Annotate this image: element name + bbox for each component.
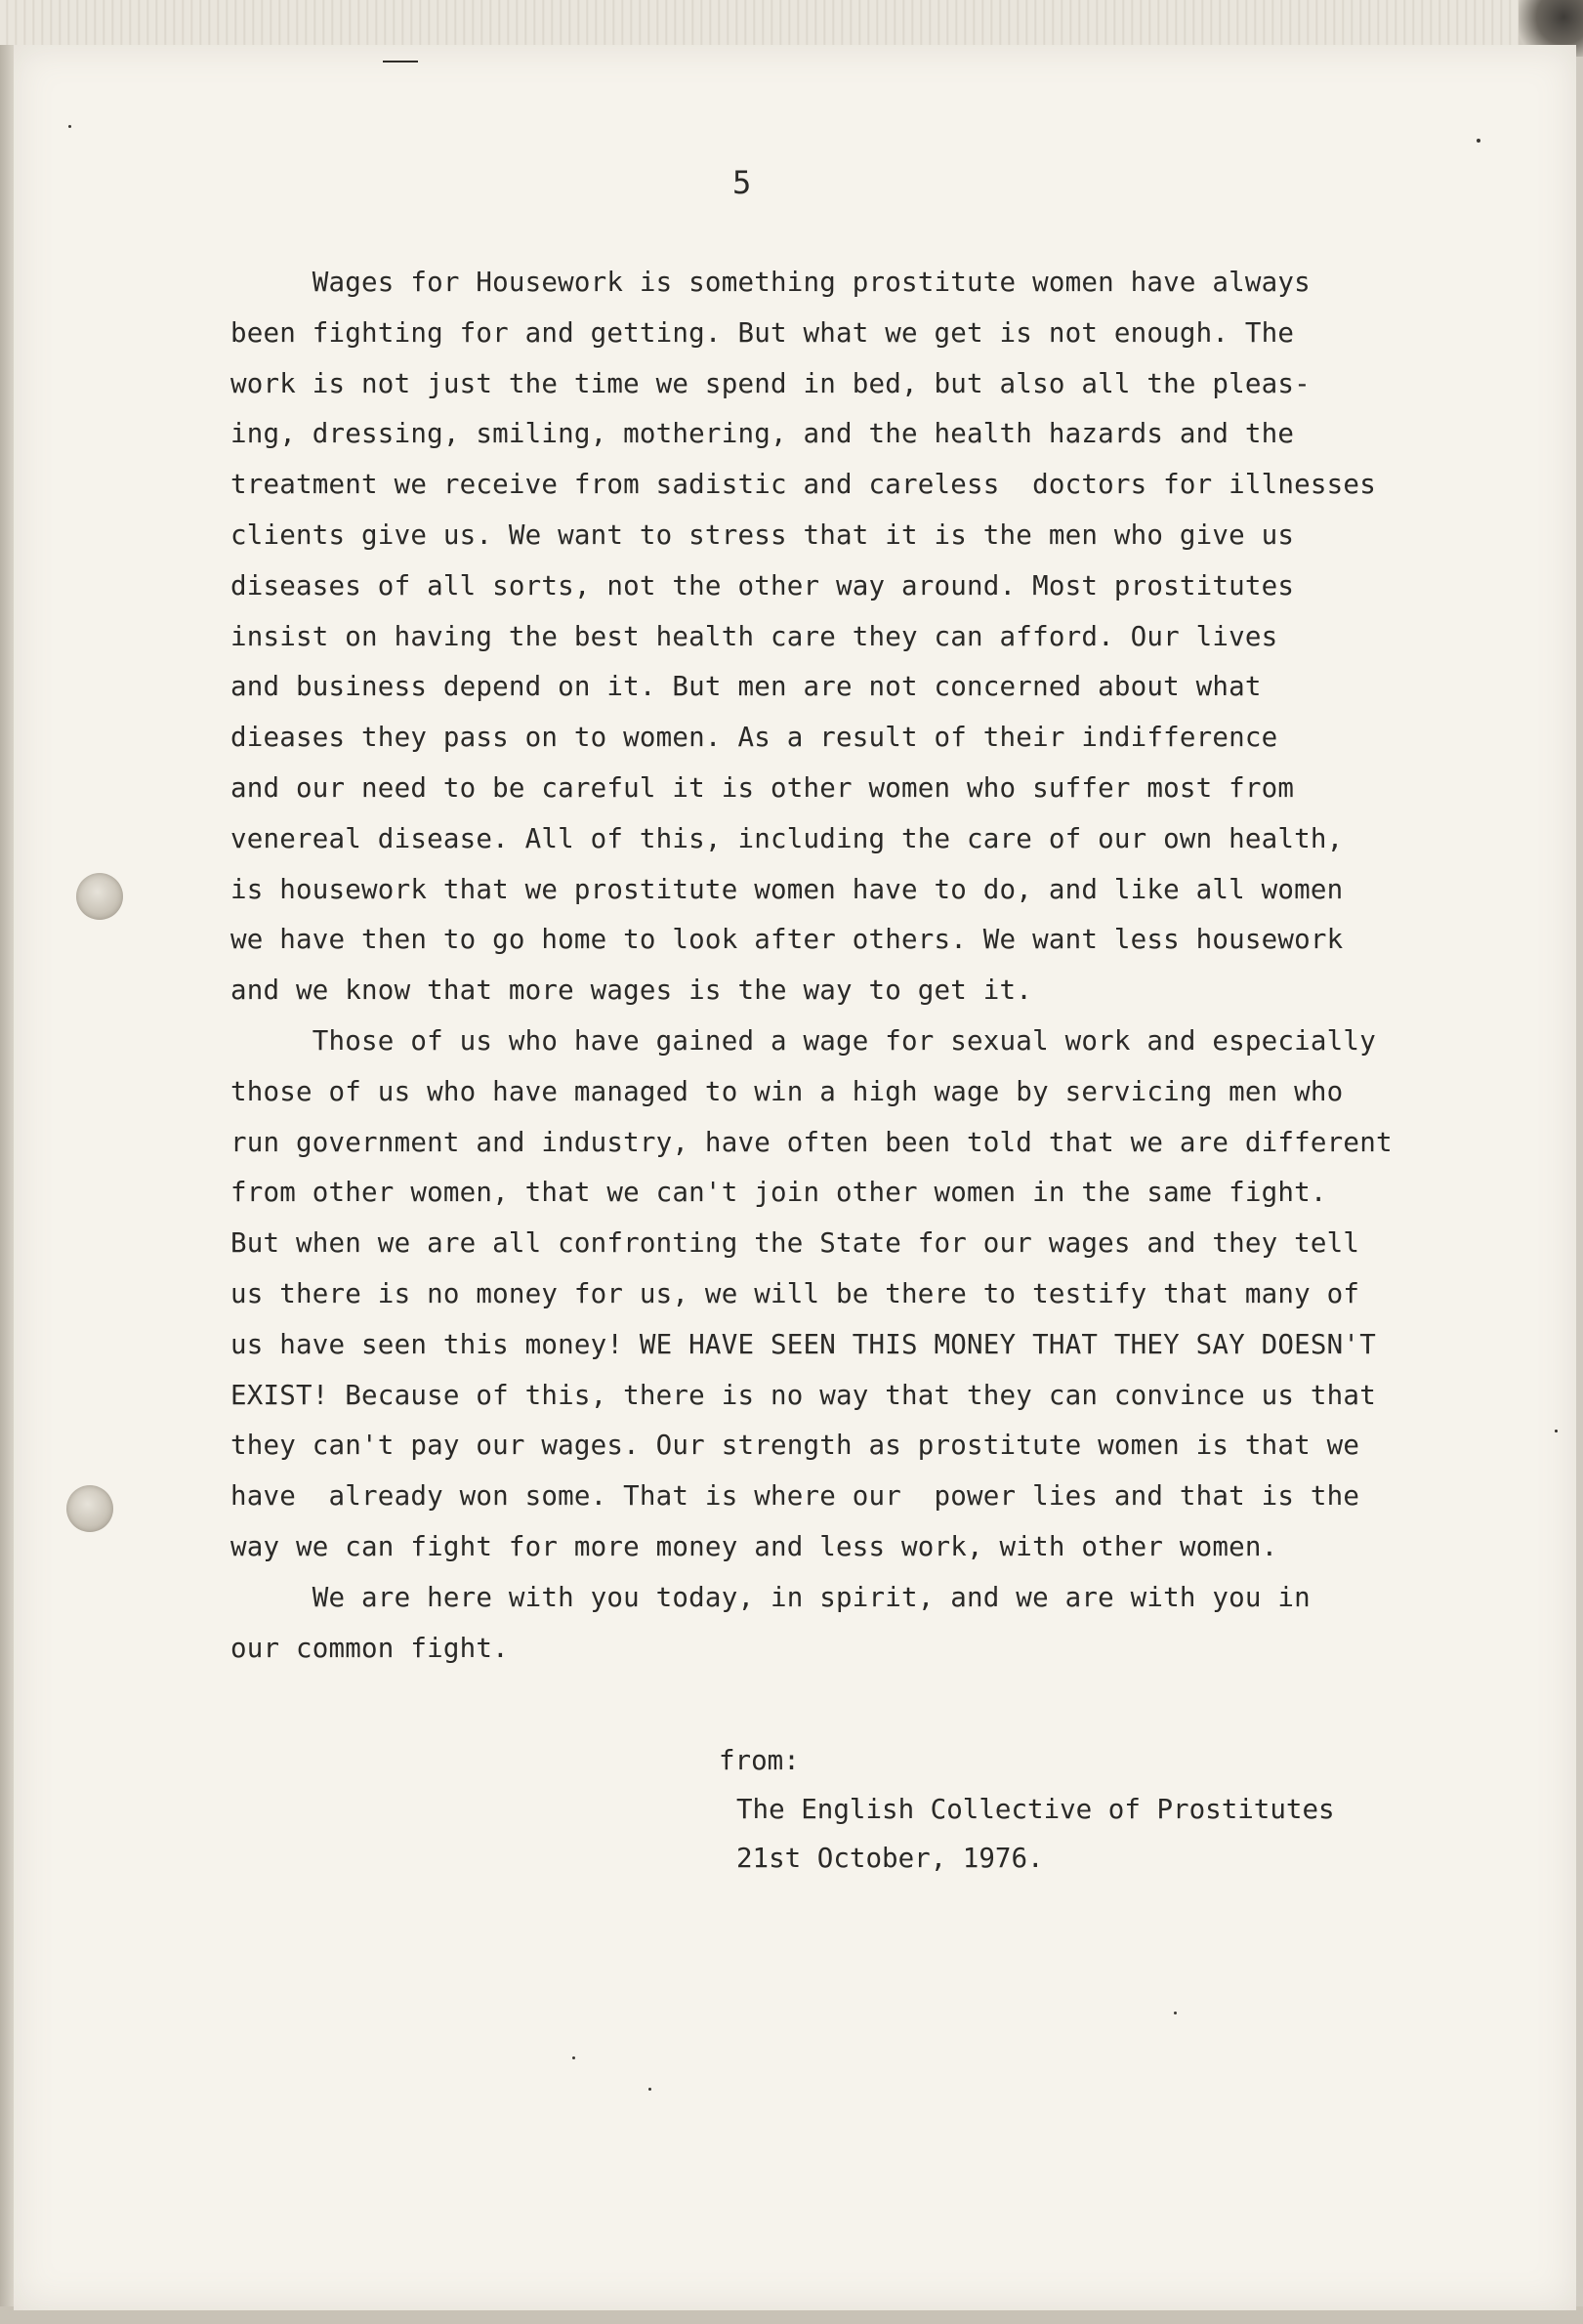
text-line: insist on having the best health care they can afford. Our lives [230, 620, 1278, 652]
ink-speck [648, 2088, 651, 2091]
text-line: But when we are all confronting the State for our wages and they tell [230, 1227, 1360, 1260]
text-line: from other women, that we can't join other women in the same fight. [230, 1177, 1327, 1209]
text-line: EXIST! Because of this, there is no way that they can convince us that [230, 1379, 1376, 1411]
text-line: us there is no money for us, we will be there to testify that many of [230, 1277, 1360, 1309]
text-line: our common fight. [230, 1632, 509, 1664]
text-line: work is not just the time we spend in bed, but also all the pleas- [230, 367, 1311, 399]
ink-speck [68, 125, 71, 128]
text-line: dieases they pass on to women. As a result of their indifference [230, 722, 1278, 754]
text-line: venereal disease. All of this, including the care of our own health, [230, 822, 1344, 854]
text-line: diseases of all sorts, not the other way around. Most prostitutes [230, 569, 1295, 602]
ink-speck [1174, 2012, 1177, 2014]
page-number: 5 [732, 164, 752, 201]
signature-block [719, 1736, 1335, 1883]
body-text [230, 258, 1490, 1674]
signature-organization: The English Collective of Prostitutes [736, 1794, 1335, 1825]
punch-hole-lower [66, 1485, 113, 1532]
page-top-edge [0, 0, 1583, 46]
page-left-edge [0, 45, 14, 2324]
text-line: and we know that more wages is the way to get it. [230, 975, 1033, 1007]
text-line: clients give us. We want to stress that it is the men who give us [230, 519, 1295, 551]
text-line: run government and industry, have often been told that we are different [230, 1126, 1393, 1158]
text-line: is housework that we prostitute women have to do, and like all women [230, 873, 1344, 905]
ink-speck [1477, 139, 1480, 143]
text-line: they can't pay our wages. Our strength as prostitute women is that we [230, 1430, 1360, 1462]
ink-speck [572, 2056, 575, 2059]
text-line: We are here with you today, in spirit, and we are with you in [230, 1581, 1311, 1613]
text-line: have already won some. That is where our power lies and that is the [230, 1480, 1360, 1513]
text-line: ing, dressing, smiling, mothering, and the health hazards and the [230, 418, 1295, 450]
scan-mark [383, 61, 418, 62]
text-line: been fighting for and getting. But what we get is not enough. The [230, 316, 1295, 349]
signature-date: 21st October, 1976. [736, 1843, 1044, 1874]
text-line: we have then to go home to look after others. We want less housework [230, 924, 1344, 956]
text-line: Those of us who have gained a wage for sexual work and especially [230, 1024, 1376, 1057]
text-line: way we can fight for more money and less work, with other women. [230, 1530, 1278, 1562]
text-line: those of us who have managed to win a high wage by servicing men who [230, 1075, 1344, 1107]
punch-hole-upper [76, 873, 123, 920]
ink-speck [1555, 1430, 1558, 1432]
text-line: treatment we receive from sadistic and careless doctors for illnesses [230, 469, 1376, 501]
text-line: Wages for Housework is something prostitute women have always [230, 267, 1311, 298]
text-line: and our need to be careful it is other women who suffer most from [230, 771, 1295, 804]
typewritten-page [14, 45, 1576, 2310]
text-line: us have seen this money! WE HAVE SEEN THIS MONEY THAT THEY SAY DOESN'T [230, 1328, 1376, 1360]
text-line: and business depend on it. But men are not concerned about what [230, 671, 1262, 703]
signature-label: from: [719, 1745, 800, 1776]
